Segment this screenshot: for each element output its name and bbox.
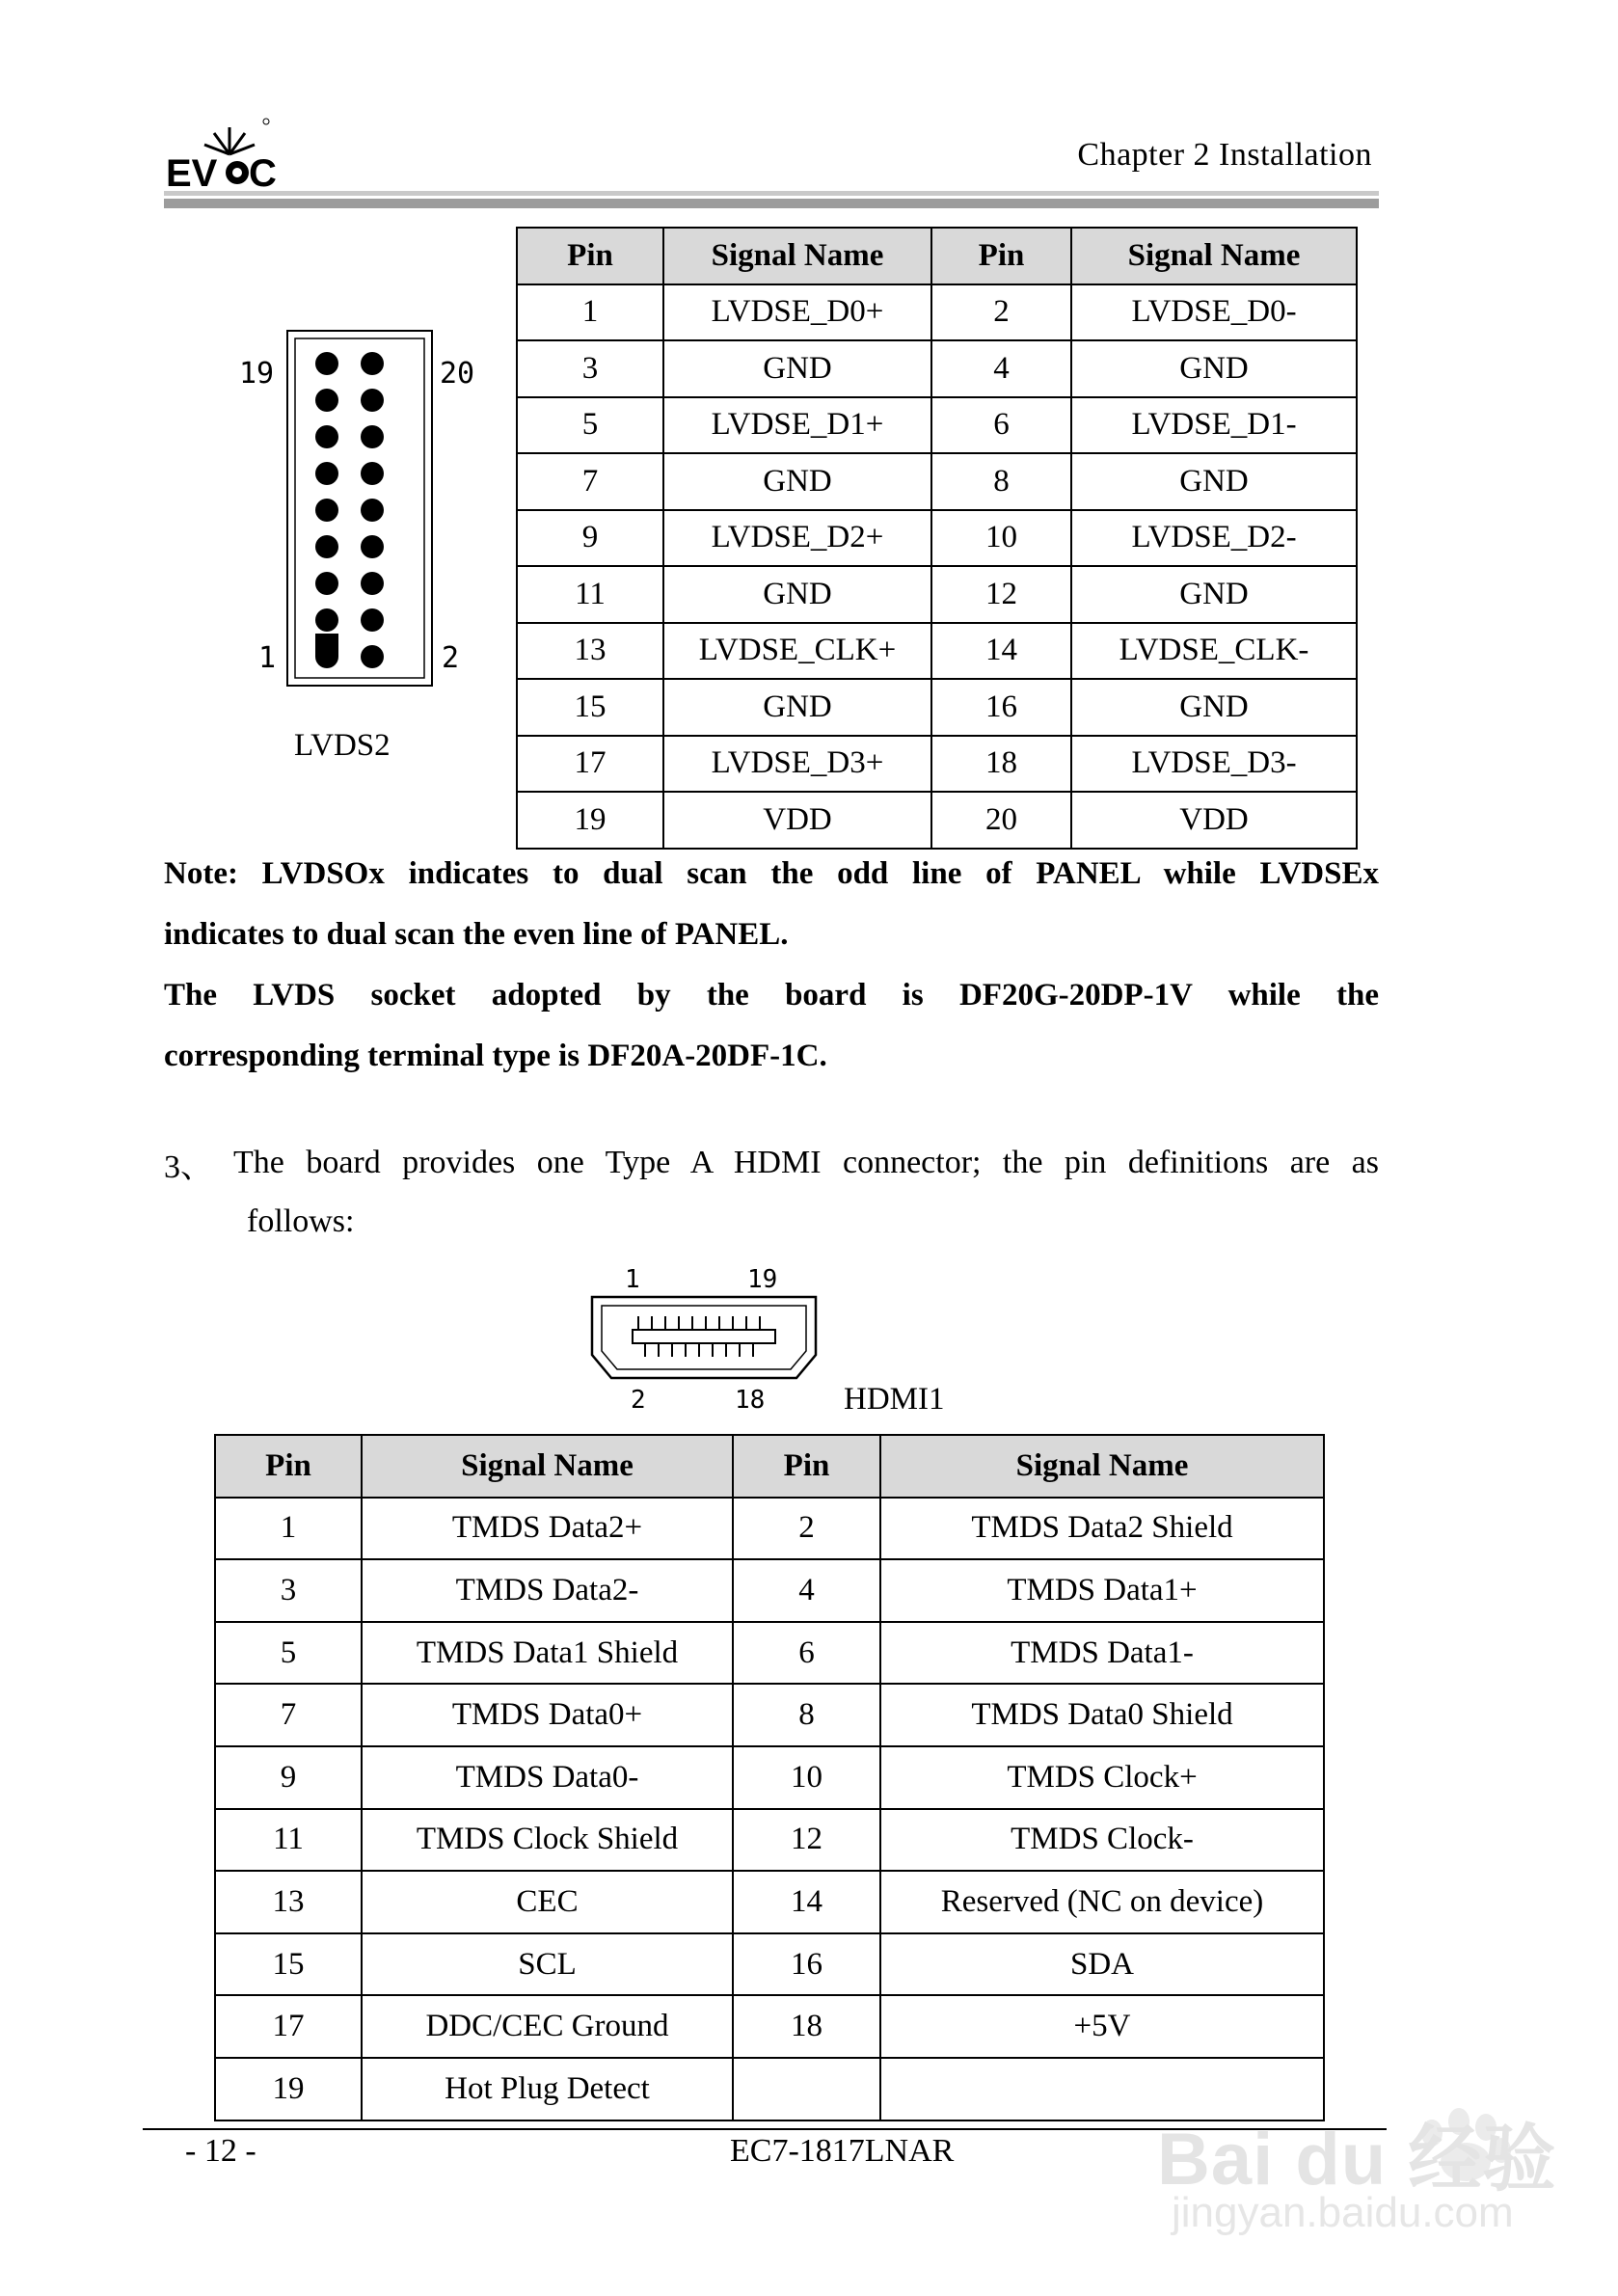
paragraph-line: follows: [247,1203,355,1239]
table-cell: GND [663,679,931,736]
table-cell: 15 [517,679,663,736]
pin-dot [361,499,384,522]
table-cell: 7 [517,453,663,510]
pin-label-2: 2 [631,1386,646,1415]
table-cell: 6 [931,397,1071,454]
table-cell: 14 [931,623,1071,680]
pin-dot [315,425,338,448]
table-row [517,736,1357,793]
table-cell: 10 [931,510,1071,567]
table-header-row [215,1435,1324,1498]
header-rule [164,191,1379,208]
pin-dot [361,425,384,448]
column-header: Pin [931,228,1071,284]
table-cell: 3 [215,1559,362,1622]
table-cell: +5V [880,1995,1324,2058]
table-cell: CEC [362,1871,733,1933]
table-cell: 13 [215,1871,362,1933]
table-cell: GND [1071,340,1357,397]
table-cell: 9 [215,1746,362,1809]
hdmi-caption: HDMI1 [844,1382,945,1417]
table-cell: TMDS Data0- [362,1746,733,1809]
table-cell: 16 [931,679,1071,736]
hdmi-pin-table [214,1434,1325,2121]
table-cell: 5 [517,397,663,454]
table-cell: LVDSE_D3- [1071,736,1357,793]
note-line: Note: LVDSOx indicates to dual scan the odd line of PANEL while LVDSEx [164,856,1379,891]
table-row [215,1871,1324,1933]
lvds-caption: LVDS2 [294,728,391,763]
table-cell: VDD [663,792,931,849]
table-cell: TMDS Data1 Shield [362,1622,733,1685]
table-row [517,453,1357,510]
table-cell: LVDSE_D0+ [663,284,931,341]
table-cell: 18 [931,736,1071,793]
table-cell: LVDSE_D1+ [663,397,931,454]
connector-outline [592,1297,816,1378]
table-cell [733,2058,880,2120]
pin-dot [315,462,338,485]
table-cell: 19 [215,2058,362,2120]
table-cell: 12 [733,1809,880,1872]
pin-label-1: 1 [258,641,277,675]
connector-inner-outline [295,338,424,678]
note-line: The LVDS socket adopted by the board is DF20G-20DP-1V while the [164,978,1379,1013]
table-cell: TMDS Clock+ [880,1746,1324,1809]
table-row [517,792,1357,849]
table-cell: TMDS Data0 Shield [880,1684,1324,1746]
chapter-title: Chapter 2 Installation [1077,137,1372,173]
table-cell: TMDS Data2 Shield [880,1498,1324,1560]
column-header: Pin [517,228,663,284]
table-cell: 4 [733,1559,880,1622]
column-header: Signal Name [663,228,931,284]
page-number: - 12 - [185,2133,256,2169]
table-cell: 8 [733,1684,880,1746]
pin-dot [315,352,338,375]
pin-label-2: 2 [442,641,460,675]
table-row [215,1933,1324,1996]
paragraph-line: The board provides one Type A HDMI connector; the pin definitions are as [233,1145,1379,1180]
hdmi-connector-diagram [579,1258,829,1418]
table-cell: 15 [215,1933,362,1996]
table-cell: GND [663,453,931,510]
table-row [517,679,1357,736]
table-cell: LVDSE_CLK- [1071,623,1357,680]
table-row [215,1498,1324,1560]
table-cell: GND [1071,453,1357,510]
pin-label-18: 18 [735,1386,766,1415]
table-cell: 11 [517,566,663,623]
pin-dot [361,645,384,668]
pin-label-1: 1 [625,1265,640,1294]
table-row [517,566,1357,623]
note-line: corresponding terminal type is DF20A-20DF-1C. [164,1039,827,1073]
table-cell: 1 [517,284,663,341]
list-number: 3、 [164,1149,213,1185]
connector-outline [287,331,432,686]
table-cell: 10 [733,1746,880,1809]
pin-dot [361,608,384,632]
table-cell: 17 [215,1995,362,2058]
table-cell: 14 [733,1871,880,1933]
table-row [517,510,1357,567]
table-cell: 2 [931,284,1071,341]
table-cell: TMDS Data1+ [880,1559,1324,1622]
table-cell: 4 [931,340,1071,397]
table-cell: 6 [733,1622,880,1685]
table-cell: 1 [215,1498,362,1560]
table-cell: Hot Plug Detect [362,2058,733,2120]
table-cell: TMDS Clock Shield [362,1809,733,1872]
pin-dot [315,572,338,595]
table-cell: LVDSE_CLK+ [663,623,931,680]
table-cell: 18 [733,1995,880,2058]
table-cell: 9 [517,510,663,567]
table-cell: TMDS Data2+ [362,1498,733,1560]
table-cell: GND [1071,566,1357,623]
table-cell: 8 [931,453,1071,510]
table-row [517,340,1357,397]
pin-dot [361,352,384,375]
table-header-row [517,228,1357,284]
pin-dot [315,499,338,522]
table-row [215,1684,1324,1746]
table-row [215,1995,1324,2058]
table-cell: GND [663,566,931,623]
table-row [517,397,1357,454]
table-row [215,1559,1324,1622]
watermark-url: jingyan.baidu.com [1172,2189,1514,2236]
column-header: Signal Name [362,1435,733,1498]
table-cell: 16 [733,1933,880,1996]
table-row [517,623,1357,680]
pin-label-20: 20 [440,357,475,391]
table-cell: 20 [931,792,1071,849]
pin-dot [361,389,384,412]
table-cell: 7 [215,1684,362,1746]
table-cell: LVDSE_D1- [1071,397,1357,454]
connector-tongue [633,1330,775,1343]
watermark-text: Bai du 经验 [1157,2119,1557,2201]
pin-1-square [315,634,338,657]
pin-dot [361,535,384,558]
table-cell: LVDSE_D2- [1071,510,1357,567]
column-header: Pin [733,1435,880,1498]
svg-text:EV: EV [166,152,218,191]
table-cell: Reserved (NC on device) [880,1871,1324,1933]
table-cell: VDD [1071,792,1357,849]
table-cell: SCL [362,1933,733,1996]
model-number: EC7-1817LNAR [730,2133,955,2169]
pin-dot [315,389,338,412]
pin-label-19: 19 [239,357,275,391]
note-line: indicates to dual scan the even line of PANEL. [164,917,789,952]
evoc-logo [164,114,280,191]
lvds-connector-diagram [229,313,490,699]
table-cell: TMDS Clock- [880,1809,1324,1872]
table-cell: 17 [517,736,663,793]
table-cell: 5 [215,1622,362,1685]
table-cell: TMDS Data1- [880,1622,1324,1685]
table-cell: LVDSE_D2+ [663,510,931,567]
table-cell: TMDS Data0+ [362,1684,733,1746]
table-row [215,1622,1324,1685]
pin-dot [361,572,384,595]
table-cell: GND [1071,679,1357,736]
pin-dot [315,608,338,632]
table-cell: SDA [880,1933,1324,1996]
table-cell: 19 [517,792,663,849]
svg-text:C: C [249,152,277,191]
table-row [517,284,1357,341]
pin-dot [361,462,384,485]
table-cell: LVDSE_D3+ [663,736,931,793]
table-cell: 3 [517,340,663,397]
column-header: Signal Name [880,1435,1324,1498]
table-cell: 12 [931,566,1071,623]
table-cell: 13 [517,623,663,680]
table-cell: 11 [215,1809,362,1872]
table-cell: 2 [733,1498,880,1560]
table-cell: LVDSE_D0- [1071,284,1357,341]
table-row [215,1809,1324,1872]
column-header: Signal Name [1071,228,1357,284]
pin-dot [315,535,338,558]
column-header: Pin [215,1435,362,1498]
pin-label-19: 19 [747,1265,778,1294]
table-cell: DDC/CEC Ground [362,1995,733,2058]
table-cell: GND [663,340,931,397]
lvds-pin-table [516,227,1358,850]
table-row [215,1746,1324,1809]
table-cell: TMDS Data2- [362,1559,733,1622]
